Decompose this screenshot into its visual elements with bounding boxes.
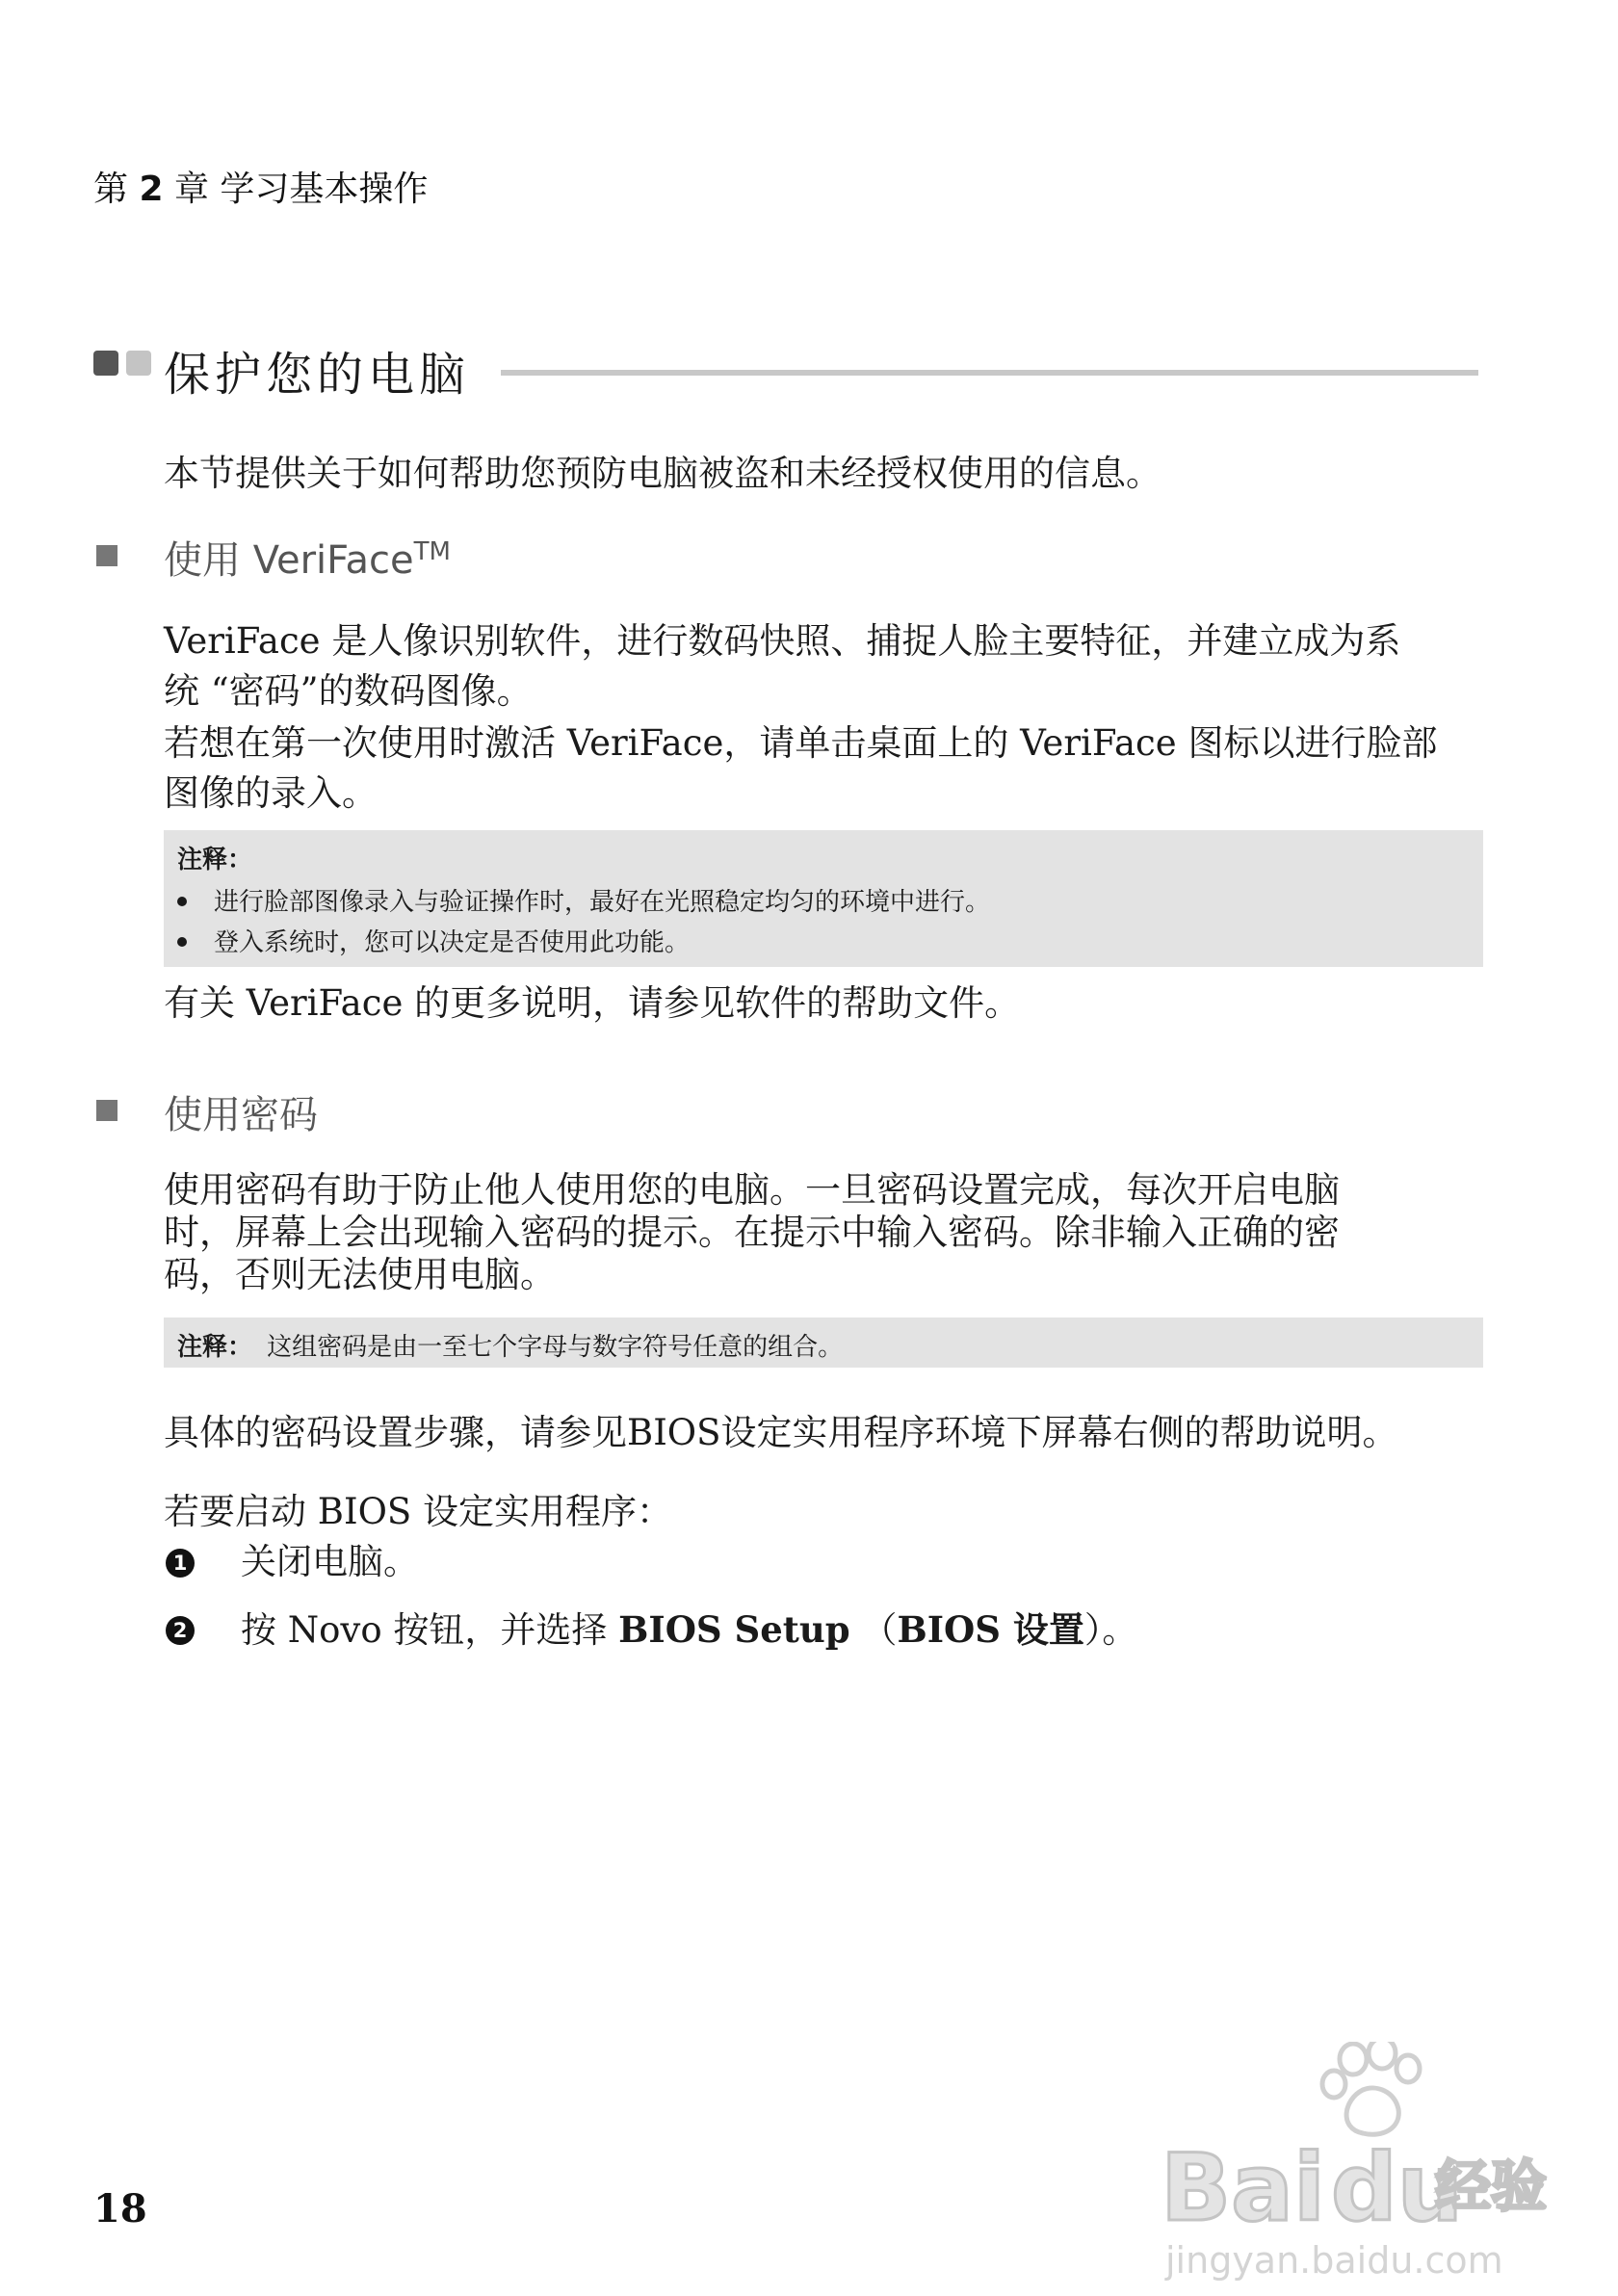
password-heading: 使用密码: [164, 1093, 318, 1137]
baidu-watermark-logo: [1146, 2042, 1551, 2292]
section-title: 保护您的电脑: [164, 348, 471, 402]
note-label: 注释：: [177, 1333, 253, 1362]
watermark-cn: 经验: [1435, 2153, 1548, 2219]
password-p-line1: 使用密码有助于防止他人使用您的电脑。一旦密码设置完成，每次开启电脑: [164, 1169, 1340, 1211]
note-list-item: [177, 882, 990, 918]
step-2-bold-2: BIOS 设置: [897, 1608, 1084, 1651]
subsection-bullet-icon: [96, 545, 117, 566]
chapter-prefix: 第: [93, 170, 129, 209]
bios-start: 若要启动 BIOS 设定实用程序：: [164, 1491, 673, 1532]
chapter-number: 2: [139, 170, 164, 209]
veriface-paragraph-2: [164, 718, 1483, 819]
subsection-bullet-icon: [96, 1100, 117, 1121]
step-2-bold-1: BIOS Setup: [618, 1608, 850, 1651]
step-2-badge: 2: [166, 1616, 195, 1645]
intro-paragraph: 本节提供关于如何帮助您预防电脑被盗和未经授权使用的信息。: [164, 453, 1161, 494]
step-1-badge: 1: [166, 1549, 195, 1578]
note-text: 这组密码是由一至七个字母与数字符号任意的组合。: [267, 1333, 844, 1362]
chapter-header: [93, 162, 428, 211]
baidu-paw-icon: [1146, 2042, 1551, 2292]
section-bullet-icon: [93, 351, 151, 379]
password-note: [177, 1327, 843, 1363]
step-2-text: [241, 1605, 1137, 1656]
chapter-title: 章 学习基本操作: [173, 170, 429, 209]
note-item-text: 进行脸部图像录入与验证操作时，最好在光照稳定均匀的环境中进行。: [214, 888, 991, 917]
veriface-p2-line2: 图像的录入。: [164, 772, 378, 814]
page-number: 18: [93, 2186, 147, 2231]
bios-info: 具体的密码设置步骤，请参见BIOS设定实用程序环境下屏幕右侧的帮助说明。: [164, 1412, 1398, 1453]
note-list-item: [177, 923, 690, 958]
watermark-url: jingyan.baidu.com: [1165, 2239, 1503, 2282]
password-p-line3: 码，否则无法使用电脑。: [164, 1254, 556, 1295]
veriface-more-info: 有关 VeriFace 的更多说明，请参见软件的帮助文件。: [164, 982, 1021, 1024]
trademark-sup: TM: [413, 537, 451, 566]
veriface-p1-line2: 统 “密码”的数码图像。: [164, 670, 533, 712]
veriface-paragraph-1: [164, 616, 1483, 717]
section-divider: [501, 370, 1478, 376]
step-2-post: ）。: [1083, 1609, 1138, 1651]
password-note-box: [164, 1318, 1483, 1368]
watermark-brand: Bai: [1161, 2134, 1325, 2242]
watermark-brand2: du: [1331, 2134, 1464, 2242]
password-p-line2: 时，屏幕上会出现输入密码的提示。在提示中输入密码。除非输入正确的密: [164, 1212, 1340, 1253]
note-item-text: 登入系统时，您可以决定是否使用此功能。: [214, 928, 691, 957]
note-label: 注释：: [177, 846, 253, 874]
veriface-note-box: [164, 830, 1483, 967]
veriface-heading-text: 使用 VeriFace: [164, 538, 414, 583]
step-1-text: 关闭电脑。: [241, 1541, 419, 1582]
password-paragraph: [164, 1169, 1483, 1296]
veriface-p1-line1: VeriFace 是人像识别软件，进行数码快照、捕捉人脸主要特征，并建立成为系: [164, 620, 1401, 662]
veriface-p2-line1: 若想在第一次使用时激活 VeriFace，请单击桌面上的 VeriFace 图标以进行脸部: [164, 722, 1438, 764]
step-2-mid: （: [849, 1609, 898, 1651]
step-2-pre: 按 Novo 按钮，并选择: [241, 1609, 619, 1651]
bullet-icon: [177, 937, 187, 947]
bullet-icon: [177, 897, 187, 906]
veriface-heading: [164, 530, 451, 585]
